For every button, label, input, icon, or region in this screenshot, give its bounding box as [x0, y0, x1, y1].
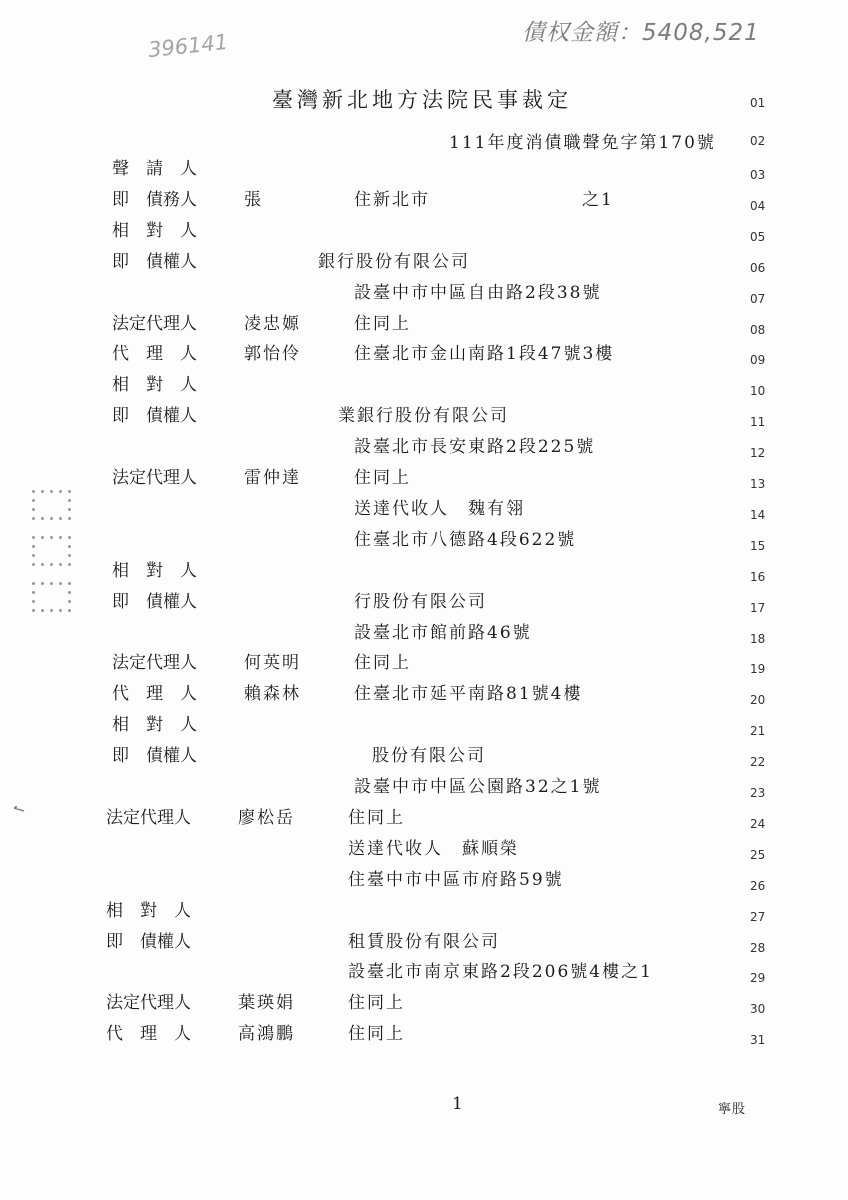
party-address: 住同上 — [354, 314, 411, 334]
party-row — [0, 498, 848, 520]
punch-hole — [59, 517, 62, 520]
punch-hole — [32, 508, 35, 511]
party-role: 即 債權人 — [112, 592, 197, 612]
party-role: 代 理 人 — [112, 344, 197, 364]
punch-hole — [32, 545, 35, 548]
punch-hole — [68, 508, 71, 511]
party-address: 設臺中市中區公園路32之1號 — [354, 777, 602, 797]
party-address: 業銀行股份有限公司 — [338, 406, 509, 426]
line-number: 26 — [750, 879, 766, 893]
party-row — [0, 343, 848, 365]
punch-hole — [59, 563, 62, 566]
punch-hole — [41, 536, 44, 539]
party-address: 住同上 — [354, 653, 411, 673]
party-role: 即 債權人 — [106, 932, 191, 952]
party-address: 設臺北市館前路46號 — [354, 623, 532, 643]
line-number: 23 — [750, 786, 766, 800]
party-address: 住同上 — [348, 993, 405, 1013]
party-address: 設臺北市南京東路2段206號4樓之1 — [348, 962, 653, 982]
punch-hole — [68, 591, 71, 594]
party-address: 住同上 — [348, 808, 405, 828]
punch-hole — [32, 609, 35, 612]
handwritten-claim-amount: 債权金額：5408,521 — [522, 20, 760, 46]
punch-hole — [41, 582, 44, 585]
punch-hole — [32, 582, 35, 585]
party-address: 住同上 — [348, 1024, 405, 1044]
punch-hole — [32, 517, 35, 520]
punch-hole — [50, 563, 53, 566]
line-number: 17 — [750, 601, 766, 615]
punch-hole — [68, 582, 71, 585]
party-row — [0, 313, 848, 335]
document-title: 臺灣新北地方法院民事裁定 — [272, 88, 572, 112]
punch-hole — [59, 582, 62, 585]
line-number: 16 — [750, 570, 766, 584]
party-address: 住臺北市金山南路1段47號3樓 — [354, 344, 615, 364]
party-address: 設臺北市長安東路2段225號 — [354, 437, 596, 457]
party-address: 住同上 — [354, 468, 411, 488]
party-role: 相 對 人 — [112, 561, 197, 581]
party-address: 住新北市 之1 — [354, 190, 614, 210]
party-address: 行股份有限公司 — [354, 592, 487, 612]
party-row — [0, 807, 848, 829]
punch-hole — [32, 536, 35, 539]
page-number: 1 — [452, 1094, 463, 1114]
party-name: 高鴻鵬 — [238, 1024, 295, 1044]
party-address: 設臺中市中區自由路2段38號 — [354, 283, 602, 303]
punch-hole — [68, 517, 71, 520]
line-number: 10 — [750, 384, 766, 398]
party-row — [0, 652, 848, 674]
party-address: 送達代收人 魏有翎 — [354, 499, 525, 519]
punch-hole — [68, 499, 71, 502]
party-row — [0, 436, 848, 458]
punch-hole — [32, 591, 35, 594]
line-number: 20 — [750, 693, 766, 707]
party-row — [0, 900, 848, 922]
party-address: 銀行股份有限公司 — [318, 252, 470, 272]
line-number: 09 — [750, 353, 766, 367]
party-name: 張 — [244, 190, 263, 210]
punch-hole — [32, 490, 35, 493]
punch-hole — [68, 600, 71, 603]
line-number: 18 — [750, 632, 766, 646]
party-row — [0, 1023, 848, 1045]
punch-hole — [41, 490, 44, 493]
line-number: 13 — [750, 477, 766, 491]
punch-hole — [32, 554, 35, 557]
party-row — [0, 622, 848, 644]
footer-mark: 寧股 — [718, 1102, 747, 1117]
line-number: 24 — [750, 817, 766, 831]
line-number: 29 — [750, 971, 766, 985]
party-row — [0, 931, 848, 953]
punch-hole — [50, 490, 53, 493]
party-row — [0, 992, 848, 1014]
party-address: 送達代收人 蘇順榮 — [348, 839, 519, 859]
party-role: 法定代理人 — [112, 468, 197, 488]
party-address: 住臺北市延平南路81號4樓 — [354, 684, 583, 704]
line-number: 06 — [750, 261, 766, 275]
line-number: 28 — [750, 941, 766, 955]
punch-hole — [32, 600, 35, 603]
party-address: 租賃股份有限公司 — [348, 932, 500, 952]
punch-hole — [68, 490, 71, 493]
party-role: 相 對 人 — [106, 901, 191, 921]
line-number: 30 — [750, 1002, 766, 1016]
punch-hole — [32, 499, 35, 502]
line-number: 14 — [750, 508, 766, 522]
party-row — [0, 591, 848, 613]
punch-hole — [50, 582, 53, 585]
punch-hole — [50, 517, 53, 520]
party-row — [0, 560, 848, 582]
line-number: 31 — [750, 1033, 766, 1047]
party-row — [0, 745, 848, 767]
line-number: 15 — [750, 539, 766, 553]
margin-mark: ✓ — [7, 799, 30, 820]
line-number: 01 — [750, 96, 766, 110]
party-address: 股份有限公司 — [372, 746, 486, 766]
handwritten-file-number: 396141 — [146, 29, 230, 63]
party-address: 住臺中市中區市府路59號 — [348, 870, 564, 890]
line-number: 11 — [750, 415, 766, 429]
punch-hole — [68, 554, 71, 557]
case-number: 111年度消債職聲免字第170號 — [449, 133, 716, 153]
line-number: 05 — [750, 230, 766, 244]
party-row — [0, 282, 848, 304]
party-role: 即 債務人 — [112, 190, 197, 210]
line-number: 07 — [750, 292, 766, 306]
line-number: 04 — [750, 199, 766, 213]
party-role: 聲 請 人 — [112, 159, 197, 179]
party-row — [0, 220, 848, 242]
punch-hole — [50, 536, 53, 539]
party-role: 代 理 人 — [112, 684, 197, 704]
party-name: 雷仲達 — [244, 468, 301, 488]
line-number: 22 — [750, 755, 766, 769]
punch-hole — [59, 609, 62, 612]
party-role: 代 理 人 — [106, 1024, 191, 1044]
punch-hole — [68, 545, 71, 548]
party-row — [0, 529, 848, 551]
line-number: 21 — [750, 724, 766, 738]
punch-hole — [41, 517, 44, 520]
party-name: 賴森林 — [244, 684, 301, 704]
party-role: 即 債權人 — [112, 406, 197, 426]
party-role: 法定代理人 — [112, 653, 197, 673]
party-row — [0, 714, 848, 736]
punch-hole — [68, 609, 71, 612]
party-row — [0, 405, 848, 427]
party-role: 即 債權人 — [112, 746, 197, 766]
party-role: 相 對 人 — [112, 715, 197, 735]
party-row — [0, 374, 848, 396]
line-number: 02 — [750, 134, 766, 148]
punch-hole — [41, 609, 44, 612]
party-name: 何英明 — [244, 653, 301, 673]
punch-hole — [68, 536, 71, 539]
party-name: 廖松岳 — [238, 808, 295, 828]
party-name: 凌忠嫄 — [244, 314, 301, 334]
line-number: 03 — [750, 168, 766, 182]
party-row — [0, 776, 848, 798]
punch-hole — [32, 563, 35, 566]
party-row — [0, 961, 848, 983]
line-number: 08 — [750, 323, 766, 337]
line-number: 27 — [750, 910, 766, 924]
party-role: 法定代理人 — [112, 314, 197, 334]
punch-hole — [50, 609, 53, 612]
party-role: 相 對 人 — [112, 375, 197, 395]
party-row — [0, 467, 848, 489]
punch-hole — [68, 563, 71, 566]
punch-hole — [59, 536, 62, 539]
party-row — [0, 683, 848, 705]
punch-hole — [41, 563, 44, 566]
party-role: 即 債權人 — [112, 252, 197, 272]
party-role: 相 對 人 — [112, 221, 197, 241]
party-row — [0, 838, 848, 860]
line-number: 19 — [750, 662, 766, 676]
line-number: 12 — [750, 446, 766, 460]
party-role: 法定代理人 — [106, 808, 191, 828]
line-number: 25 — [750, 848, 766, 862]
punch-hole — [59, 490, 62, 493]
party-row — [0, 869, 848, 891]
party-address: 住臺北市八德路4段622號 — [354, 530, 577, 550]
party-row — [0, 158, 848, 180]
party-row — [0, 189, 848, 211]
punch-holes — [32, 490, 74, 620]
party-name: 葉瑛娟 — [238, 993, 295, 1013]
party-role: 法定代理人 — [106, 993, 191, 1013]
party-row — [0, 251, 848, 273]
party-name: 郭怡伶 — [244, 344, 301, 364]
